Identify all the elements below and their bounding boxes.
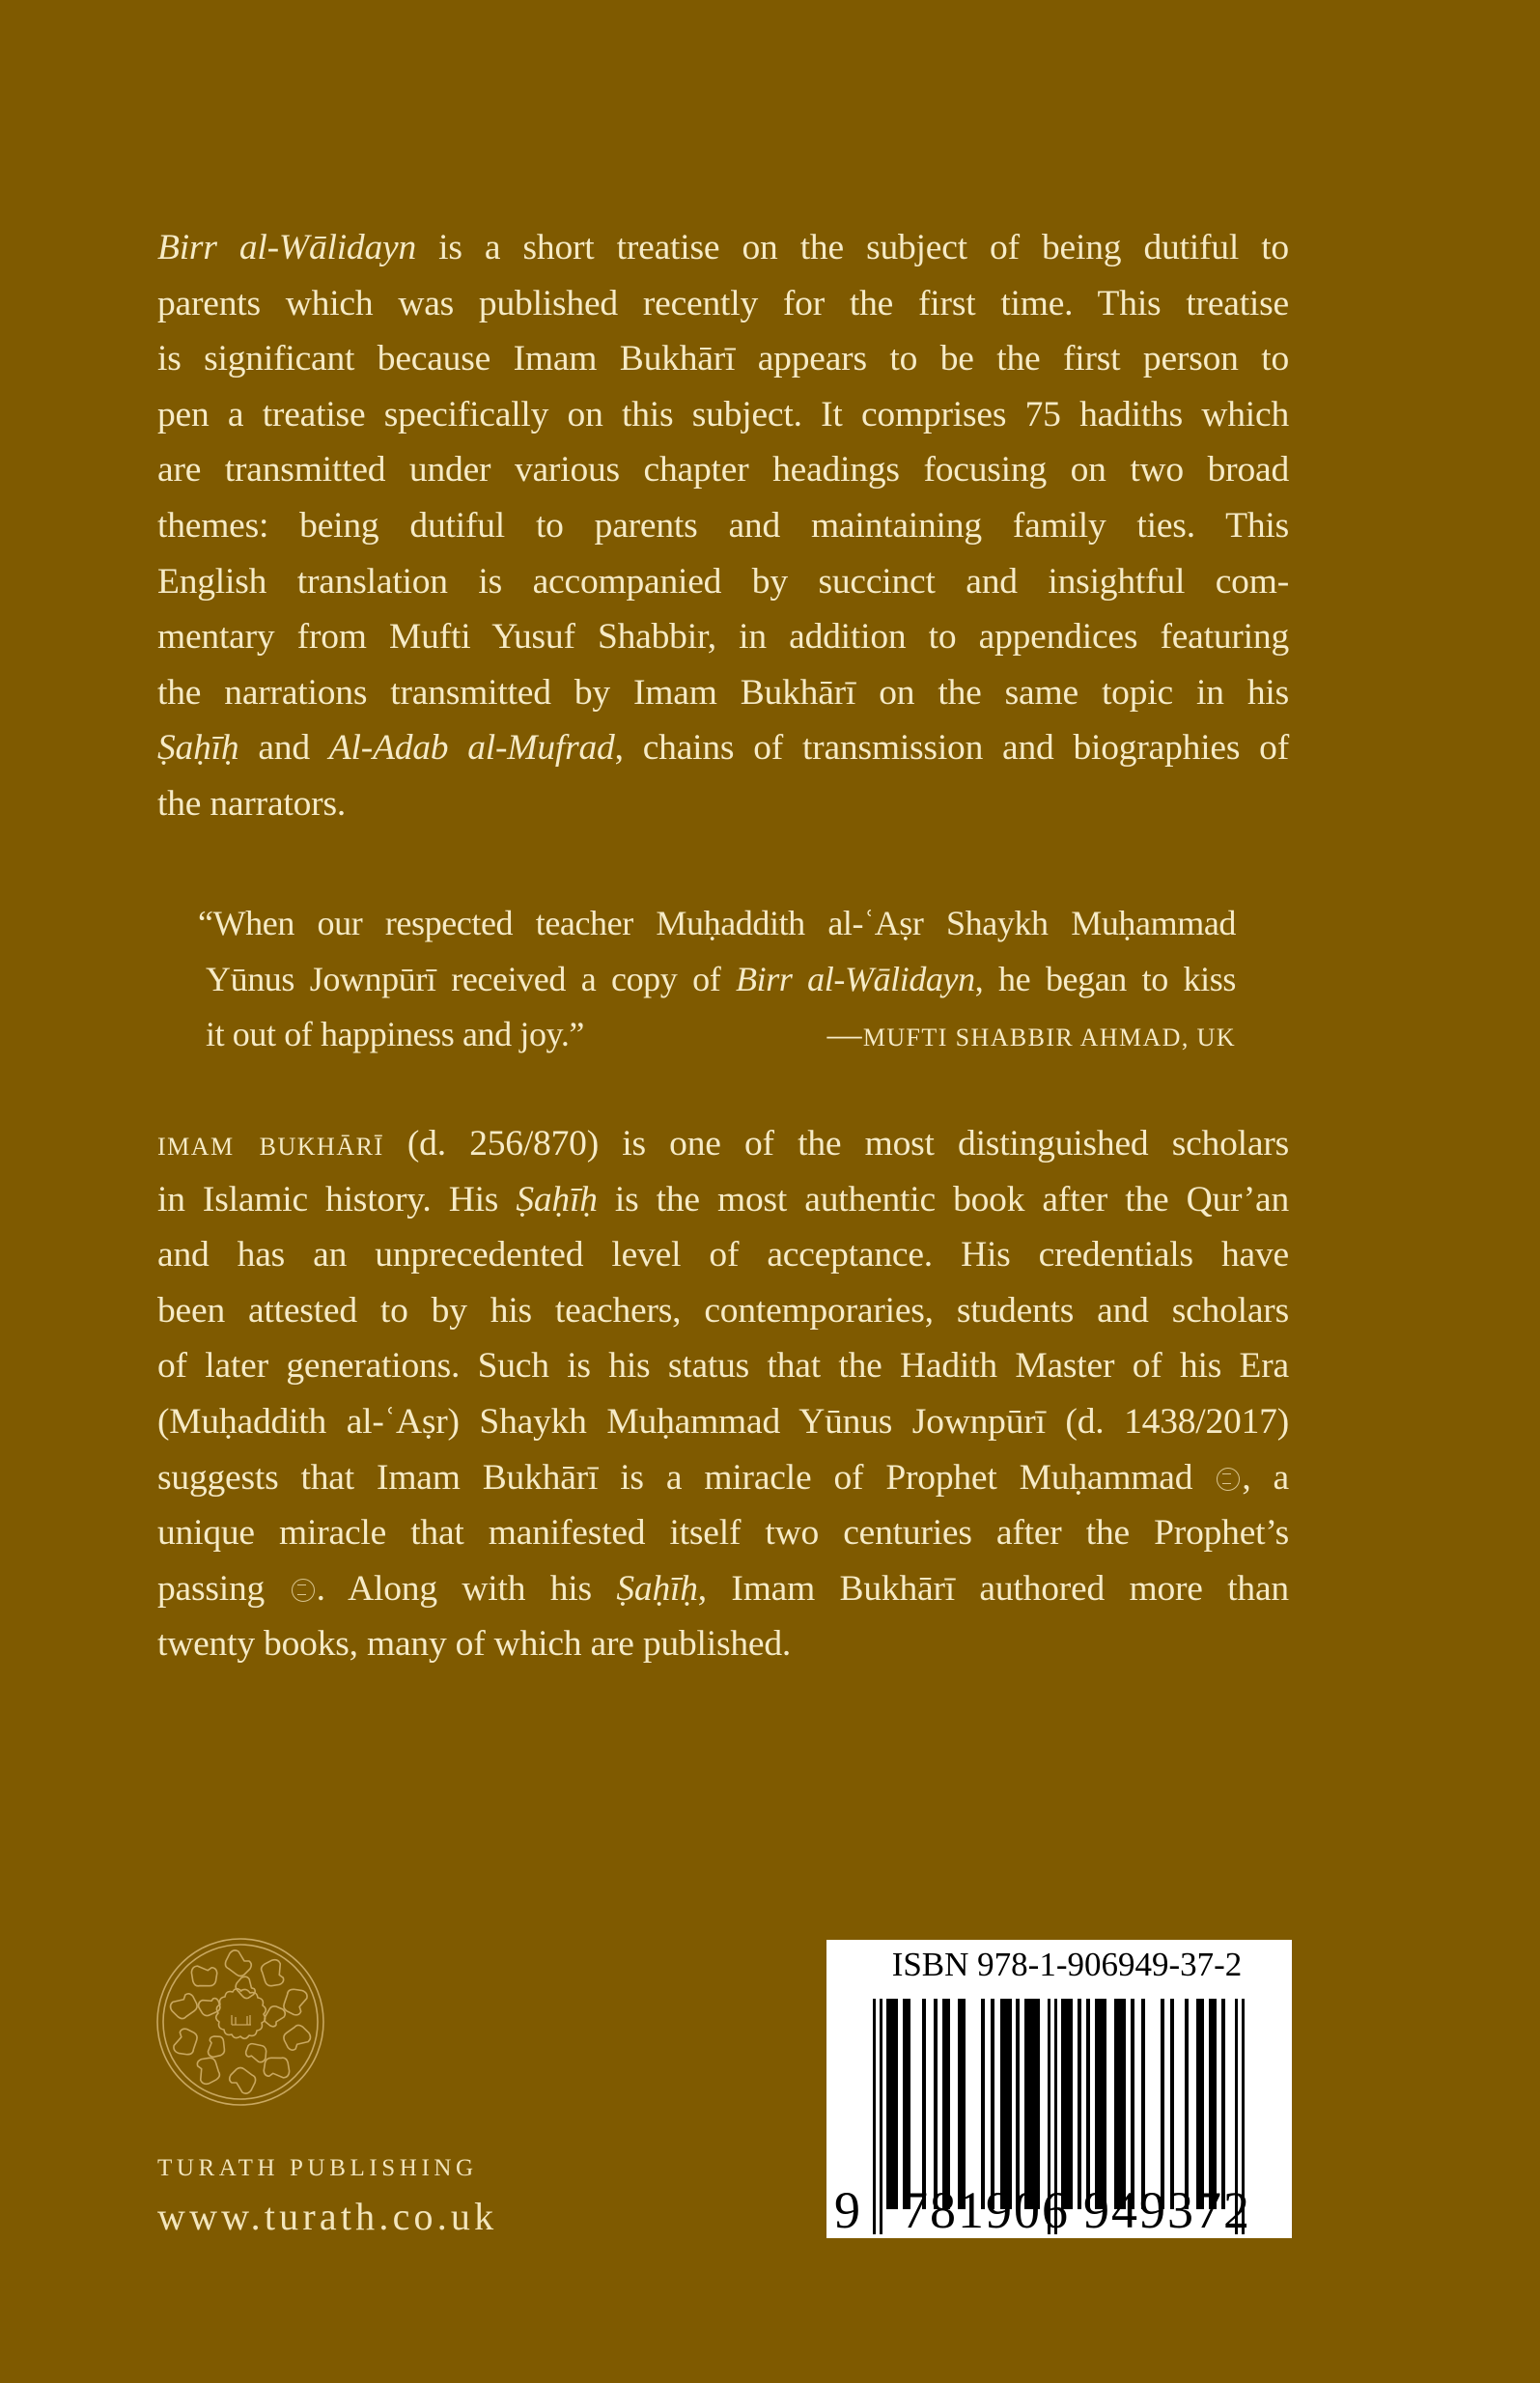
description-line: the narrations transmitted by Imam Bukhārī on the same topic in his [157, 672, 1289, 713]
bio-line: of later generations. Such is his status that the Hadith Master of his Era [157, 1346, 1289, 1387]
description-line: Ṣaḥīḥ and Al-Adab al-Mufrad, chains of transmission and biographies of [157, 728, 1289, 769]
author-name-smallcaps: imam bukhārī [157, 1124, 384, 1163]
author-bio-paragraph [157, 1116, 1289, 1672]
description-line: Birr al-Wālidayn is a short treatise on the subject of being dutiful to [157, 228, 1289, 267]
endorsement-quote [198, 896, 1236, 1063]
description-line: is significant because Imam Bukhārī appears to be the first person to [157, 339, 1289, 379]
bio-line: unique miracle that manifested itself two centuries after the Prophet’s [157, 1513, 1289, 1554]
description-line: are transmitted under various chapter headings focusing on two broad [157, 450, 1289, 491]
quote-attribution: —MUFTI SHABBIR AHMAD, UK [826, 1015, 1236, 1053]
description-line: pen a treatise specifically on this subject. It comprises 75 hadiths which [157, 394, 1289, 435]
bio-line: and has an unprecedented level of acceptance. His credentials have [157, 1235, 1289, 1276]
bio-line: (Muḥaddith al-ʿAṣr) Shaykh Muḥammad Yūnus Jownpūrī (d. 1438/2017) [157, 1401, 1289, 1442]
description-line: the narrators. [157, 783, 347, 824]
quote-line: “When our respected teacher Muḥaddith al-ʿAṣr Shaykh Muḥammad [198, 904, 1236, 942]
turath-rosette-logo-icon [154, 1936, 326, 2108]
quote-line: it out of happiness and joy.” —MUFTI SHABBIR AHMAD, UK [198, 1007, 1236, 1063]
bio-line: twenty books, many of which are published. [157, 1624, 792, 1665]
description-line: mentary from Mufti Yusuf Shabbir, in addition to appendices featuring [157, 617, 1289, 658]
publisher-name: TURATH PUBLISHING [157, 2155, 478, 2181]
description-line: parents which was published recently for the first time. This treatise [157, 283, 1289, 323]
quote-line: Yūnus Jownpūrī received a copy of Birr al-Wālidayn, he began to kiss [206, 959, 1236, 998]
description-line: themes: being dutiful to parents and maintaining family ties. This [157, 505, 1289, 546]
publisher-website: www.turath.co.uk [157, 2195, 498, 2238]
bio-line: passing . Along with his Ṣaḥīḥ, Imam Bukhārī authored more than [157, 1568, 1289, 1609]
bio-line: in Islamic history. His Ṣaḥīḥ is the most authentic book after the Qur’an [157, 1179, 1289, 1220]
description-line: English translation is accompanied by succinct and insightful com- [157, 561, 1289, 602]
salawat-glyph-icon [292, 1579, 315, 1602]
description-paragraph [157, 220, 1289, 832]
bio-line: been attested to by his teachers, contemporaries, students and scholars [157, 1290, 1289, 1331]
isbn-barcode [826, 1940, 1292, 2238]
book-title-italic: Birr al-Wālidayn [157, 228, 417, 267]
salawat-glyph-icon [1217, 1468, 1240, 1491]
barcode-digits: 9 7 8 1 9 0 6 9 4 9 3 7 2 [834, 2181, 1249, 2239]
isbn-label: ISBN 978-1-906949-37-2 [891, 1946, 1243, 1983]
attribution-name: MUFTI SHABBIR AHMAD, UK [862, 1023, 1236, 1051]
bio-line: suggests that Imam Bukhārī is a miracle of Prophet Muḥammad , a [157, 1457, 1289, 1498]
bio-line: imam bukhārī (d. 256/870) is one of the most distinguished scholars [157, 1124, 1290, 1163]
